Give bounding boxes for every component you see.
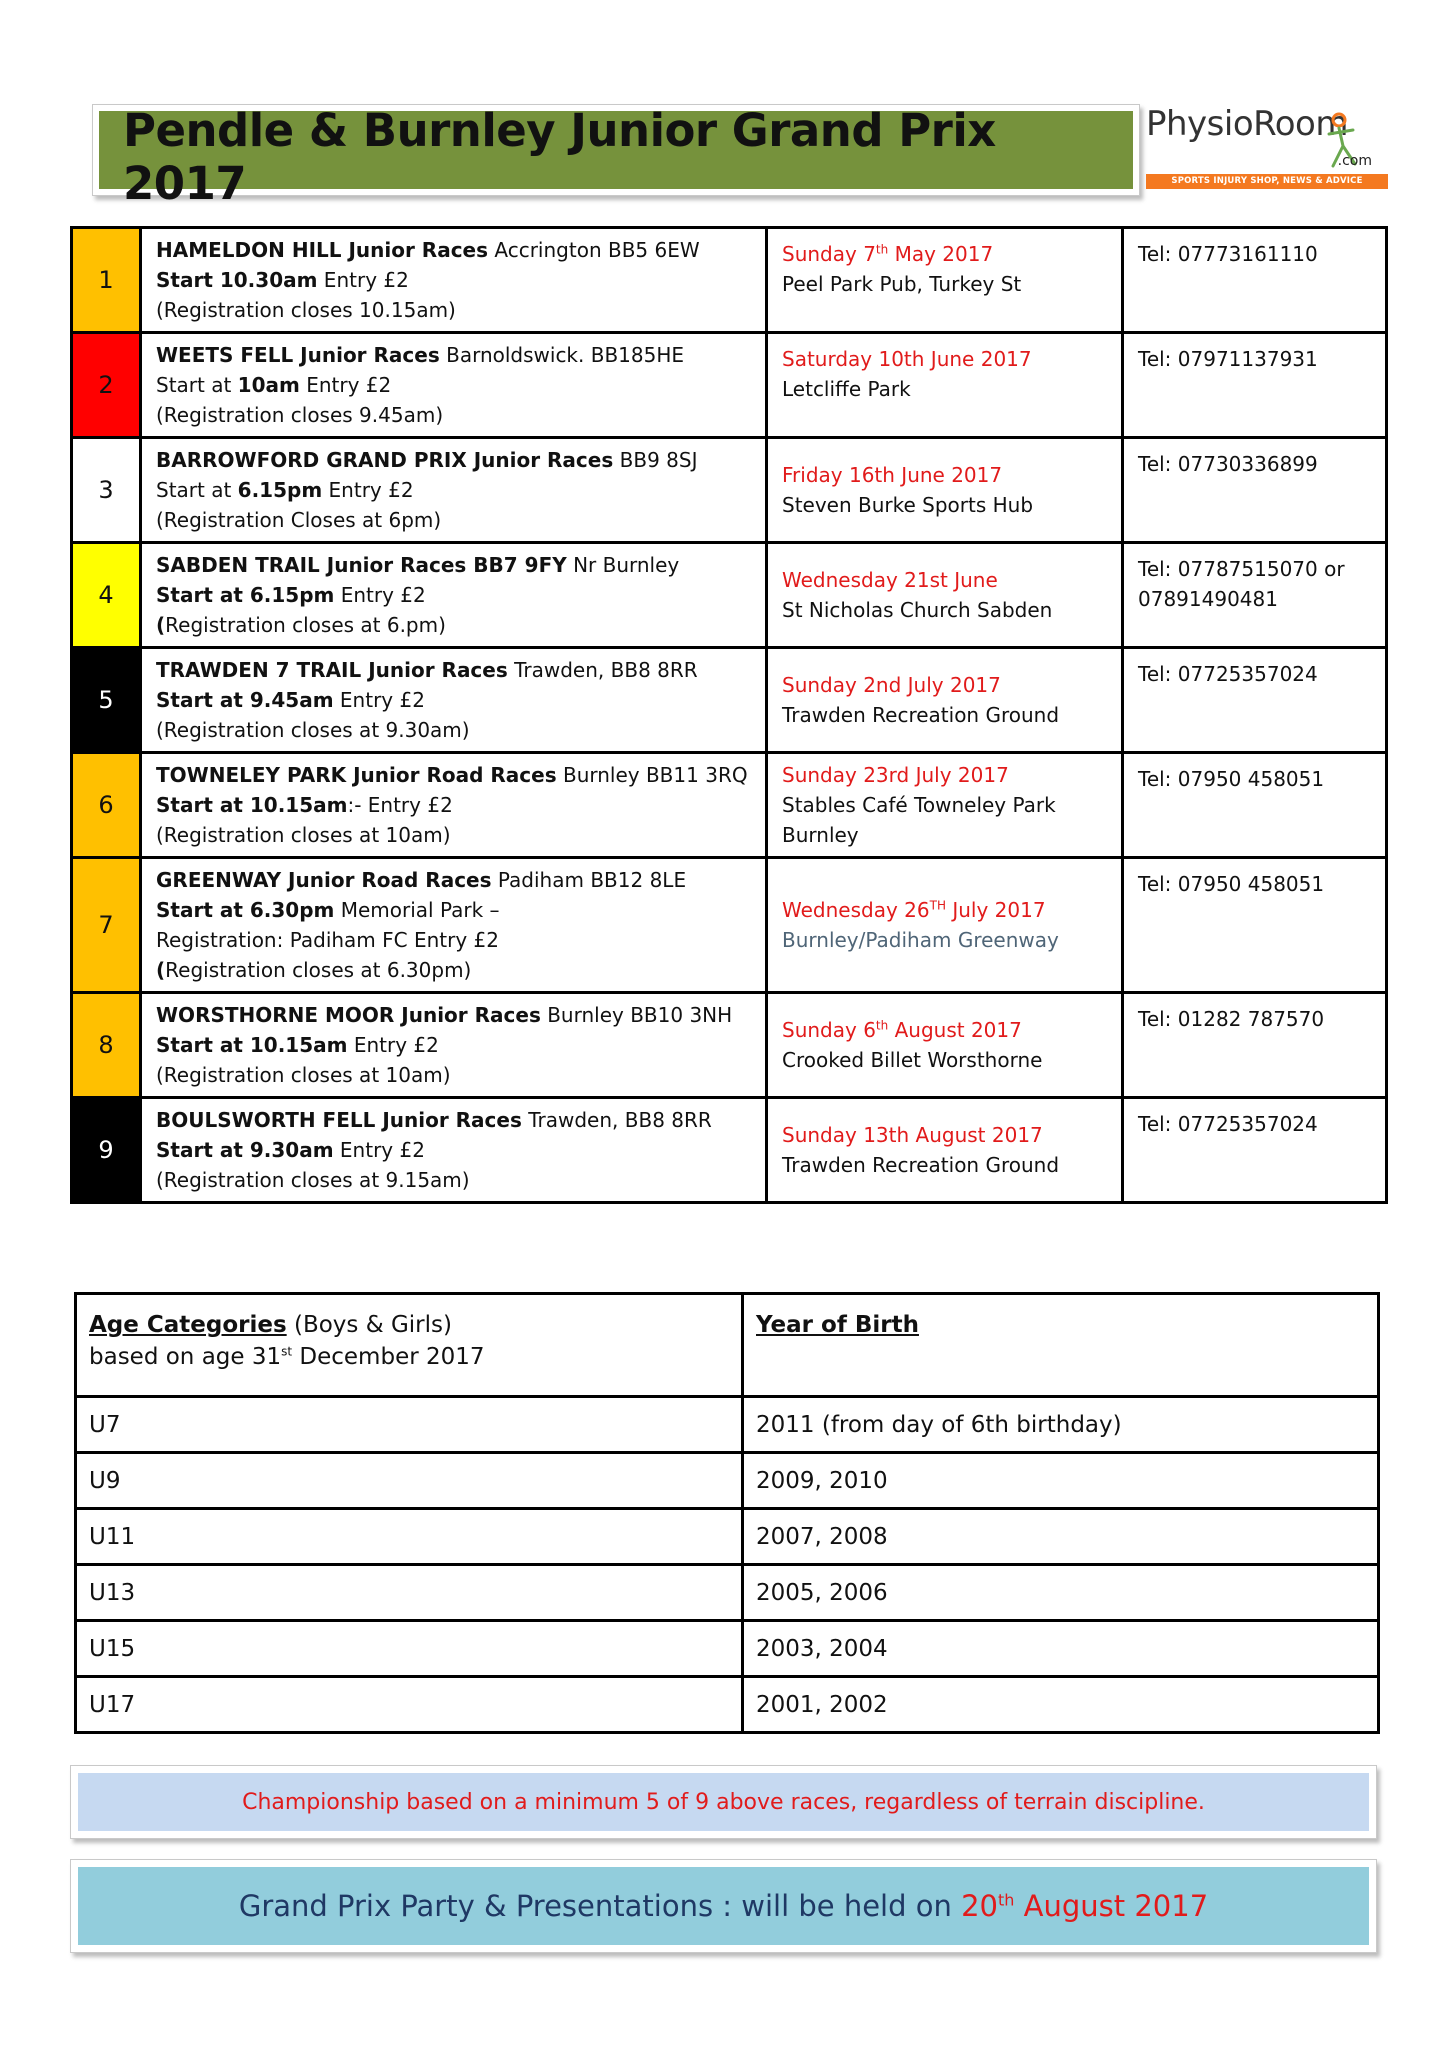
race-row: [72, 1098, 1387, 1203]
birth-years: 2001, 2002: [743, 1677, 1379, 1733]
race-registration-line: (Registration closes at 10am): [156, 823, 451, 847]
race-venue-2: Burnley: [782, 823, 859, 847]
race-registration-line: (Registration Closes at 6pm): [156, 508, 442, 532]
race-date-venue: [767, 438, 1123, 543]
age-categories-subheading: (Boys & Girls): [286, 1312, 452, 1338]
race-date-venue: [767, 228, 1123, 333]
year-of-birth-heading: Year of Birth: [756, 1312, 919, 1338]
logo-wordmark: PhysioRoom: [1146, 104, 1348, 144]
year-header-cell: [743, 1294, 1379, 1397]
race-venue: Stables Café Towneley Park: [782, 793, 1056, 817]
race-number: 2: [72, 333, 141, 438]
race-name-line: BARROWFORD GRAND PRIX Junior Races BB9 8SJ: [156, 448, 698, 472]
race-date-venue: [767, 753, 1123, 858]
birth-years: 2005, 2006: [743, 1565, 1379, 1621]
race-telephone: [1123, 648, 1387, 753]
race-info: [141, 333, 767, 438]
race-tel: Tel: 07730336899: [1138, 452, 1318, 476]
race-tel: Tel: 01282 787570: [1138, 1007, 1325, 1031]
race-number: 4: [72, 543, 141, 648]
race-start-line: Start at 10.15am Entry £2: [156, 1033, 439, 1057]
race-telephone: [1123, 993, 1387, 1098]
race-row: [72, 753, 1387, 858]
race-date-venue: [767, 858, 1123, 993]
birth-years: 2007, 2008: [743, 1509, 1379, 1565]
logo-domain: .com: [1337, 153, 1372, 169]
race-telephone: [1123, 753, 1387, 858]
race-date-venue: [767, 993, 1123, 1098]
age-row: [76, 1397, 1379, 1453]
race-tel: Tel: 07787515070 or: [1138, 557, 1345, 581]
race-tel-2: 07891490481: [1138, 587, 1278, 611]
age-categories-table: [74, 1292, 1380, 1734]
race-info: [141, 1098, 767, 1203]
logo-strapline: SPORTS INJURY SHOP, NEWS & ADVICE: [1146, 174, 1388, 189]
age-category: U7: [76, 1397, 743, 1453]
birth-years: 2011 (from day of 6th birthday): [743, 1397, 1379, 1453]
race-registration-line: (Registration closes at 9.30am): [156, 718, 470, 742]
race-telephone: [1123, 333, 1387, 438]
race-tel: Tel: 07725357024: [1138, 662, 1318, 686]
race-number: 1: [72, 228, 141, 333]
age-row: [76, 1453, 1379, 1509]
race-name-line: WEETS FELL Junior Races Barnoldswick. BB185HE: [156, 343, 685, 367]
race-date: Sunday 7th May 2017: [782, 242, 994, 266]
race-registration-line: (Registration closes 9.45am): [156, 403, 444, 427]
title-bar: [99, 104, 1133, 210]
age-category: U13: [76, 1565, 743, 1621]
race-telephone: [1123, 228, 1387, 333]
race-date: Friday 16th June 2017: [782, 463, 1003, 487]
race-date-venue: [767, 648, 1123, 753]
race-start-line: Start at 6.15pm Entry £2: [156, 583, 426, 607]
age-categories-heading: Age Categories: [89, 1312, 287, 1338]
age-header-cell: [76, 1294, 743, 1397]
race-tel: Tel: 07773161110: [1138, 242, 1318, 266]
age-category: U15: [76, 1621, 743, 1677]
age-row: [76, 1509, 1379, 1565]
birth-years: 2003, 2004: [743, 1621, 1379, 1677]
race-venue: Trawden Recreation Ground: [782, 703, 1060, 727]
race-start-line: Start 10.30am Entry £2: [156, 268, 409, 292]
race-start-line: Start at 10am Entry £2: [156, 373, 392, 397]
race-row: [72, 648, 1387, 753]
physioroom-logo: [1142, 104, 1394, 196]
race-venue: Crooked Billet Worsthorne: [782, 1048, 1043, 1072]
race-start-line: Start at 6.15pm Entry £2: [156, 478, 414, 502]
race-venue: Peel Park Pub, Turkey St: [782, 272, 1022, 296]
race-number: 6: [72, 753, 141, 858]
birth-years: 2009, 2010: [743, 1453, 1379, 1509]
race-date: Wednesday 21st June: [782, 568, 998, 592]
title-banner: [92, 104, 1140, 210]
race-number: 5: [72, 648, 141, 753]
age-row: [76, 1621, 1379, 1677]
race-venue: St Nicholas Church Sabden: [782, 598, 1053, 622]
race-row: [72, 858, 1387, 993]
race-row: [72, 228, 1387, 333]
race-date-venue: [767, 333, 1123, 438]
page-title: Pendle & Burnley Junior Grand Prix 2017: [123, 104, 996, 210]
race-name-line: GREENWAY Junior Road Races Padiham BB12 8LE: [156, 868, 687, 892]
race-info: [141, 228, 767, 333]
race-start-line: Start at 9.30am Entry £2: [156, 1138, 425, 1162]
race-registration-line: (Registration closes at 9.15am): [156, 1168, 470, 1192]
race-venue: Burnley/Padiham Greenway: [782, 928, 1059, 952]
age-category: U11: [76, 1509, 743, 1565]
race-info: [141, 648, 767, 753]
race-registration-line: (Registration closes at 10am): [156, 1063, 451, 1087]
championship-note: [70, 1765, 1377, 1839]
race-number: 8: [72, 993, 141, 1098]
race-tel: Tel: 07725357024: [1138, 1112, 1318, 1136]
race-venue: Trawden Recreation Ground: [782, 1153, 1060, 1177]
race-registration-line: (Registration closes 10.15am): [156, 298, 456, 322]
races-table: [70, 226, 1388, 1204]
race-start-line: Start at 9.45am Entry £2: [156, 688, 425, 712]
race-venue: Letcliffe Park: [782, 377, 911, 401]
race-telephone: [1123, 858, 1387, 993]
race-number: 7: [72, 858, 141, 993]
race-name-line: WORSTHORNE MOOR Junior Races Burnley BB10 3NH: [156, 1003, 733, 1027]
race-info: [141, 993, 767, 1098]
race-number: 9: [72, 1098, 141, 1203]
championship-text: Championship based on a minimum 5 of 9 above races, regardless of terrain discipline.: [242, 1789, 1205, 1815]
race-telephone: [1123, 1098, 1387, 1203]
race-tel: Tel: 07971137931: [1138, 347, 1318, 371]
race-date: Saturday 10th June 2017: [782, 347, 1032, 371]
party-date: 20th August 2017: [961, 1889, 1209, 1923]
party-note: [70, 1859, 1377, 1953]
race-info: [141, 438, 767, 543]
race-registration-line-2: (Registration closes at 6.30pm): [156, 958, 472, 982]
age-row: [76, 1677, 1379, 1733]
age-row: [76, 1565, 1379, 1621]
race-date: Sunday 2nd July 2017: [782, 673, 1001, 697]
race-telephone: [1123, 438, 1387, 543]
race-info: [141, 753, 767, 858]
race-row: [72, 438, 1387, 543]
race-info: [141, 543, 767, 648]
race-date: Sunday 23rd July 2017: [782, 763, 1009, 787]
race-tel: Tel: 07950 458051: [1138, 872, 1325, 896]
race-date: Wednesday 26TH July 2017: [782, 898, 1046, 922]
race-registration-line: (Registration closes at 6.pm): [156, 613, 446, 637]
race-number: 3: [72, 438, 141, 543]
race-row: [72, 543, 1387, 648]
race-name-line: TRAWDEN 7 TRAIL Junior Races Trawden, BB8 8RR: [156, 658, 698, 682]
race-telephone: [1123, 543, 1387, 648]
race-tel: Tel: 07950 458051: [1138, 767, 1325, 791]
race-name-line: HAMELDON HILL Junior Races Accrington BB5 6EW: [156, 238, 700, 262]
age-basis-text: based on age 31st December 2017: [89, 1344, 485, 1370]
age-category: U9: [76, 1453, 743, 1509]
race-name-line: SABDEN TRAIL Junior Races BB7 9FY Nr Burnley: [156, 553, 680, 577]
race-date: Sunday 13th August 2017: [782, 1123, 1043, 1147]
race-start-line: Start at 6.30pm Memorial Park –: [156, 898, 500, 922]
race-date: Sunday 6th August 2017: [782, 1018, 1022, 1042]
age-category: U17: [76, 1677, 743, 1733]
race-row: [72, 993, 1387, 1098]
race-start-line: Start at 10.15am:- Entry £2: [156, 793, 453, 817]
party-text: Grand Prix Party & Presentations : will be held on 20th August 2017: [238, 1889, 1209, 1923]
race-row: [72, 333, 1387, 438]
age-table-header: [76, 1294, 1379, 1397]
race-date-venue: [767, 543, 1123, 648]
race-name-line: BOULSWORTH FELL Junior Races Trawden, BB8 8RR: [156, 1108, 712, 1132]
race-name-line: TOWNELEY PARK Junior Road Races Burnley BB11 3RQ: [156, 763, 748, 787]
race-info: [141, 858, 767, 993]
race-date-venue: [767, 1098, 1123, 1203]
race-venue: Steven Burke Sports Hub: [782, 493, 1034, 517]
race-registration-line: Registration: Padiham FC Entry £2: [156, 928, 499, 952]
